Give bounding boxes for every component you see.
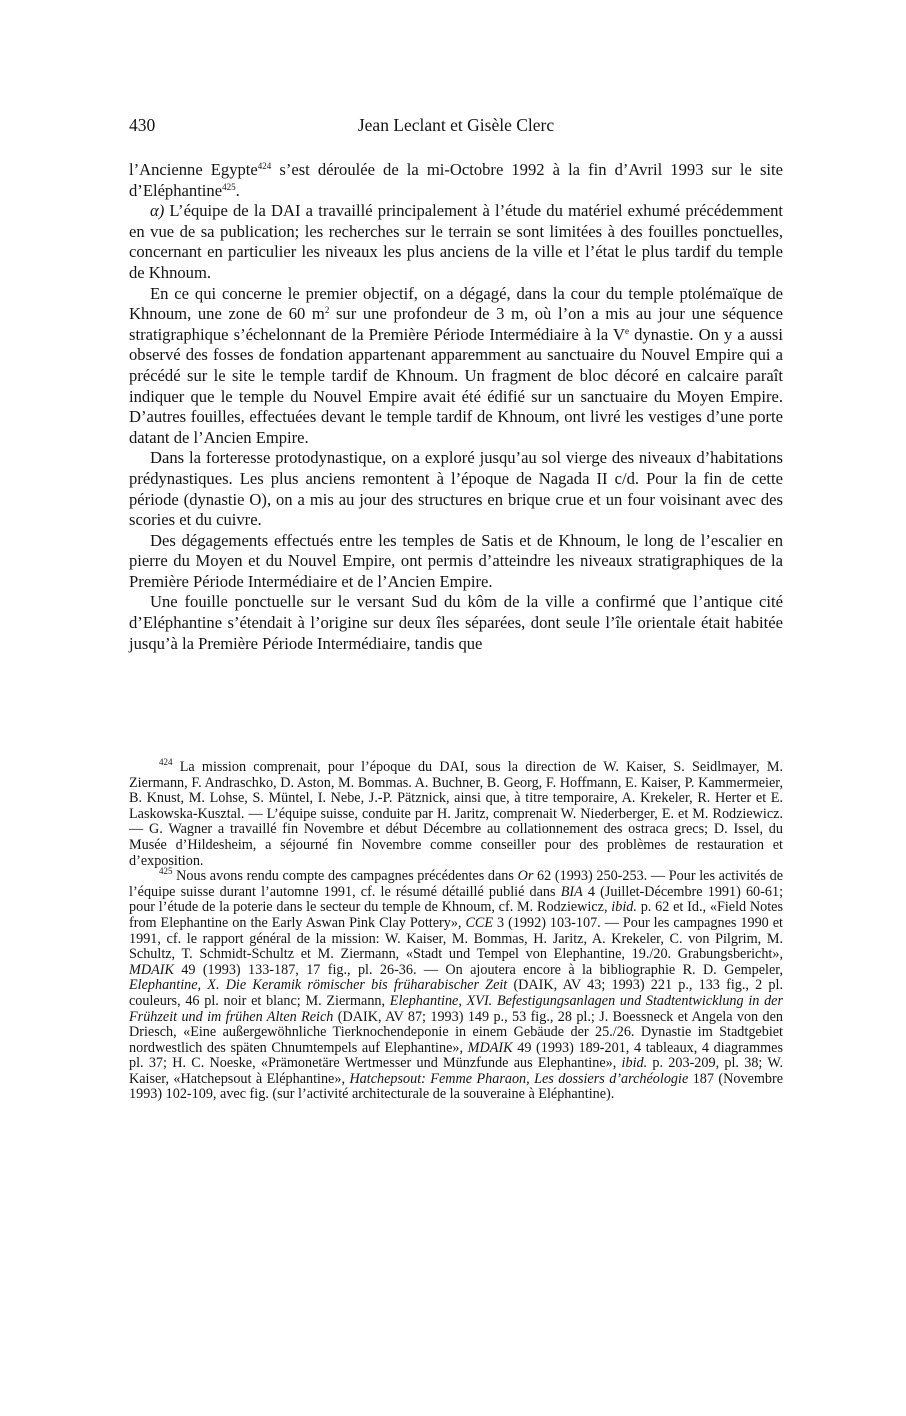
book-title: Elephantine, XVI. Befestigungsanlagen und Stadtentwicklung in der Frühzeit und im frühen Alten Reich <box>129 992 784 1025</box>
running-head <box>129 112 783 138</box>
book-title: Elephantine, X. Die Keramik römischer bis früharabischer Zeit <box>129 977 508 994</box>
citation-abbrev: ibid. <box>611 899 637 916</box>
text-run: . <box>235 180 240 200</box>
footnote-ref-425[interactable]: 425 <box>222 181 236 192</box>
paragraph-3 <box>129 284 783 449</box>
journal-title: CCE <box>465 914 494 931</box>
text-run: p. 62 et Id., «Field Notes from Elephantine on the Early Aswan Pink Clay Pottery», <box>129 899 783 931</box>
text-run: 4 (Juillet-Décembre 1991) 60-61; pour l’étude de la poterie dans le secteur du temple de Khnoum, cf. M. Rodziewicz, <box>129 883 784 916</box>
page-number: 430 <box>129 115 156 135</box>
text-run: 49 (1993) 133-187, 17 fig., pl. 26-36. — On ajoutera encore à la bibliographie R. D. Gempeler, <box>173 961 783 978</box>
running-title: Jean Leclant et Gisèle Clerc <box>357 115 555 135</box>
text-run: (DAIK, AV 43; 1993) 221 p., 133 fig., 2 pl. couleurs, 46 pl. noir et blanc; M. Ziermann, <box>129 977 783 1009</box>
text-run: 49 (1993) 189-201, 4 tableaux, 4 diagrammes pl. 37; H. C. Noeske, «Prämonetäre Wertmesser und Münzfunde aus Elephantine», <box>129 1039 783 1072</box>
footnote-number: 424 <box>159 757 173 767</box>
text-run: dynastie. On y a aussi observé des fosses de fondation appartenant apparemment au sanctuaire du Nouvel Empire qui a précédé sur le site le temple tardif de Khnoum. Un fragment de bloc décoré en calcaire paraît indiquer que le temple du Nouvel Empire avait été édifié sur un sanctuaire du Moyen Empire. D’autres fouilles, effectuées devant le temple tardif de Khnoum, ont livré les vestiges d’une porte datant de l’Ancien Empire. <box>129 324 783 447</box>
text-run: En ce qui concerne le premier objectif, on a dégagé, dans la cour du temple ptolémaïque de Khnoum, une zone de 60 m <box>129 283 783 324</box>
paragraph-4: Dans la forteresse protodynastique, on a exploré jusqu’au sol vierge des niveaux d’habitations prédynastiques. Les plus anciens remontent à l’époque de Nagada II c/d. Pour la fin de cette période (dynastie O), on a mis au jour des structures en brique crue et un four voisinant avec des scories et du cuivre. <box>129 448 783 530</box>
footnote-424 <box>129 757 783 869</box>
journal-title: MDAIK <box>467 1039 513 1056</box>
journal-title: Or <box>517 868 534 885</box>
paragraph-2 <box>129 201 783 283</box>
superscript: e <box>625 325 630 336</box>
journal-title: BIA <box>560 883 583 900</box>
footnote-425 <box>129 866 784 1103</box>
text-run: s’est déroulée de la mi-Octobre 1992 à la fin d’Avril 1993 sur le site d’Eléphantine <box>129 160 783 200</box>
journal-title: MDAIK <box>129 961 174 978</box>
book-title: Hatchepsout: Femme Pharaon, Les dossiers d’archéologie <box>349 1070 689 1087</box>
text-run: p. 203-209, pl. 38; W. Kaiser, «Hatchepsout à Eléphantine», <box>129 1055 783 1087</box>
text-run: 187 (Novembre 1993) 102-109, avec fig. (sur l’activité architecturale de la souveraine à Eléphantine). <box>129 1070 784 1103</box>
enumeration-marker: α) <box>150 201 165 221</box>
footnote-number: 425 <box>159 866 173 877</box>
citation-abbrev: ibid. <box>621 1055 648 1072</box>
text-run: 62 (1993) 250-253. — Pour les activités de l’équipe suisse durant l’automne 1991, cf. le résumé détaillé publié dans <box>129 868 784 900</box>
text-run: Nous avons rendu compte des campagnes précédentes dans <box>172 868 518 885</box>
footnote-ref-424[interactable]: 424 <box>257 161 272 171</box>
text-run: l’Ancienne Egypte <box>129 160 258 179</box>
paragraph-6: Une fouille ponctuelle sur le versant Sud du kôm de la ville a confirmé que l’antique cité d’Eléphantine s’étendait à l’origine sur deux îles séparées, dont seule l’île orientale était habitée jusqu’à la Première Période Intermédiaire, tandis que <box>129 592 783 653</box>
text-run: (DAIK, AV 87; 1993) 149 p., 53 fig., 28 pl.; J. Boessneck et Angela von den Driesch, «Eine außergewöhnliche Tierknochendeponie in einem Gebäude der 25./26. Dynastie im Stadtgebiet nordwestlich des späten Chnumtempels auf Elephantine», <box>129 1008 783 1056</box>
footnotes <box>129 757 784 1103</box>
footnote-text: La mission comprenait, pour l’époque du DAI, sous la direction de W. Kaiser, S. Seidlmayer, M. Ziermann, F. Andraschko, D. Aston, M. Bommas. A. Buchner, B. Georg, F. Hoffmann, E. Kaiser, P. Kammermeier, B. Knust, M. Lohse, S. Müntel, I. Nebe, J.-P. Pätznick, ainsi que, à titre temporaire, A. Krekeler, R. Herter et E. Laskowska-Kusztal. — L’équipe suisse, conduite par H. Jaritz, comprenait W. Niederberger, E. et M. Rodziewicz. — G. Wagner a travaillé fin Novembre et début Décembre au collationnement des ostraca grecs; D. Issel, du Musée d’Hildesheim, a séjourné fin Novembre comme conseiller pour des problèmes de restauration et d’exposition. <box>129 759 783 869</box>
superscript: 2 <box>324 305 330 316</box>
text-run: L’équipe de la DAI a travaillé principalement à l’étude du matériel exhumé précédemment en vue de sa publication; les recherches sur le terrain se sont limitées à des fouilles ponctuelles, concernant en particulier les niveaux les plus anciens de la ville et l’état le plus tardif du temple de Khnoum. <box>129 201 783 282</box>
text-run: 3 (1992) 103-107. — Pour les campagnes 1990 et 1991, cf. le rapport général de la mission: W. Kaiser, M. Bommas, H. Jaritz, A. Krekeler, C. von Pilgrim, M. Schultz, T. Schmidt-Schultz et M. Ziermann, «Stadt und Tempel von Elephantine, 19./20. Grabungsbericht», <box>129 914 783 963</box>
paragraph-5: Des dégagements effectués entre les temples de Satis et de Khnoum, le long de l’escalier en pierre du Moyen et du Nouvel Empire, ont permis d’atteindre les niveaux stratigraphiques de la Première Période Intermédiaire et de l’Ancien Empire. <box>129 530 783 591</box>
paragraph-1 <box>129 160 783 201</box>
main-text <box>129 160 783 654</box>
text-run: sur une profondeur de 3 m, où l’on a mis au jour une séquence stratigraphique s’échelonnant de la Première Période Intermédiaire à la V <box>129 304 783 344</box>
